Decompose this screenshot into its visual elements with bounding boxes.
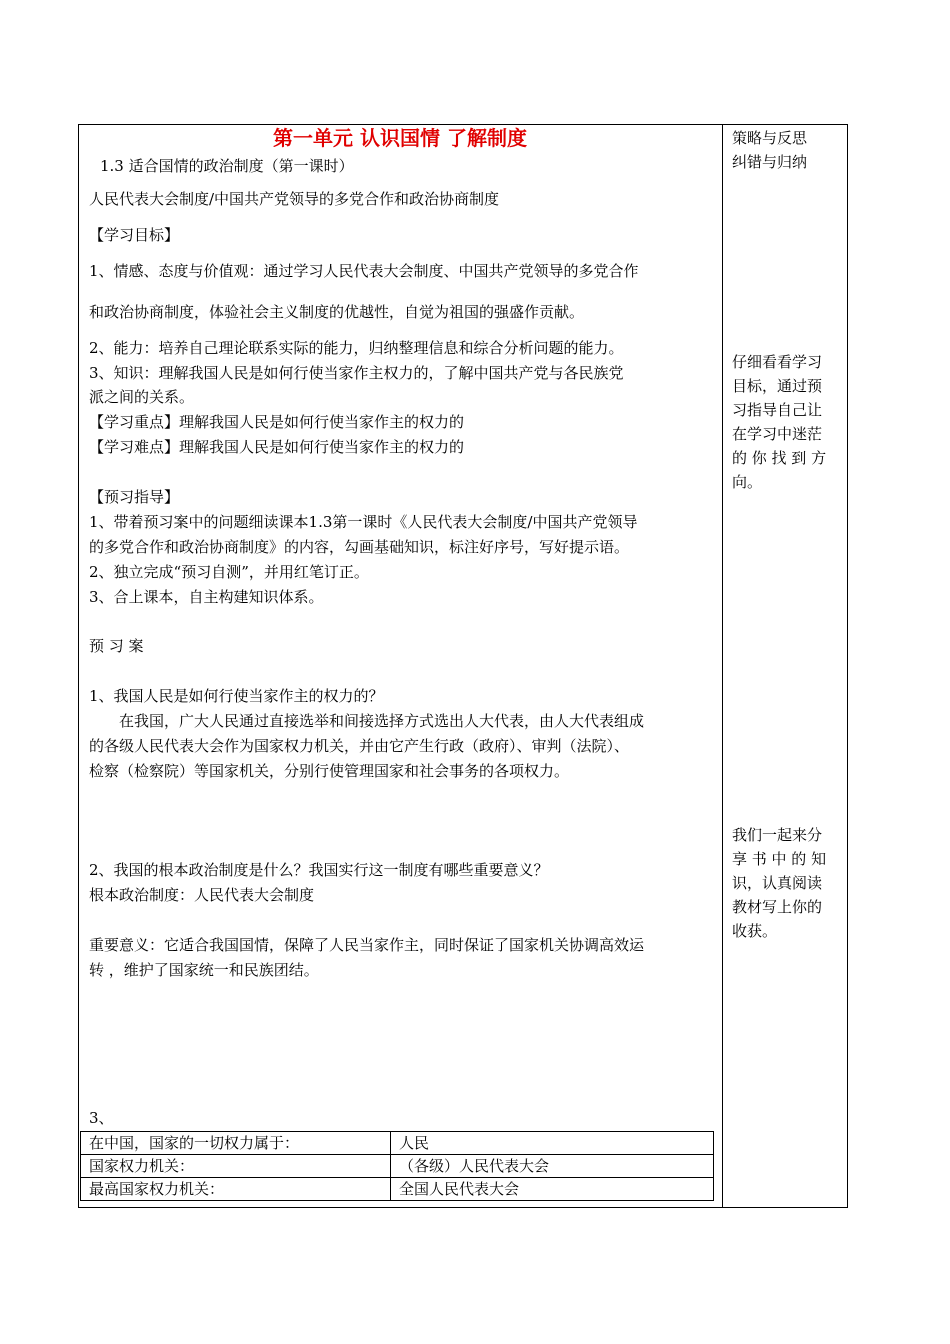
guide-1-line-1: 1、带着预习案中的问题细读课本1.3第一课时《人民代表大会制度/中国共产党领导 — [89, 513, 638, 531]
table-row — [81, 1155, 714, 1178]
side-note-line: 识，认真阅读 — [732, 874, 823, 892]
table-cell: 最高国家权力机关： — [81, 1178, 391, 1201]
goal-1-line-2: 和政治协商制度，体验社会主义制度的优越性，自觉为祖国的强盛作贡献。 — [89, 303, 585, 321]
side-note-line: 目标，通过预 — [732, 377, 823, 395]
question-3: 3、 — [89, 1109, 114, 1127]
question-2: 2、我国的根本政治制度是什么？我国实行这一制度有哪些重要意义？ — [89, 861, 549, 879]
page-frame — [78, 124, 848, 1208]
side-note-line: 我们一起来分 — [732, 826, 823, 844]
table-cell: 全国人民代表大会 — [391, 1178, 714, 1201]
unit-title: 第一单元 认识国情 了解制度 — [273, 126, 527, 150]
table-cell: （各级）人民代表大会 — [391, 1155, 714, 1178]
goal-3-line-1: 3、知识：理解我国人民是如何行使当家作主权力的，了解中国共产党与各民族党 — [89, 364, 624, 382]
goal-1-line-1: 1、情感、态度与价值观：通过学习人民代表大会制度、中国共产党领导的多党合作 — [89, 262, 639, 280]
guide-2: 2、独立完成“预习自测”，并用红笔订正。 — [89, 563, 369, 581]
table-cell: 国家权力机关： — [81, 1155, 391, 1178]
side-note-1 — [732, 350, 840, 494]
side-header-line-1: 策略与反思 — [732, 129, 808, 147]
table-cell: 在中国，国家的一切权力属于： — [81, 1132, 391, 1155]
answer-2-system: 根本政治制度：人民代表大会制度 — [89, 886, 315, 904]
side-note-line: 收获。 — [732, 922, 778, 940]
side-header-line-2: 纠错与归纳 — [732, 153, 808, 171]
side-note-line: 在学习中迷茫 — [732, 425, 823, 443]
side-note-line: 享 书 中 的 知 — [732, 850, 827, 868]
answer-1-line-1: 在我国，广大人民通过直接选举和间接选择方式选出人大代表，由人大代表组成 — [119, 712, 645, 730]
guide-3: 3、合上课本，自主构建知识体系。 — [89, 588, 324, 606]
difficulty-point: 【学习难点】理解我国人民是如何行使当家作主的权力的 — [89, 438, 465, 456]
lesson-subtitle: 1.3 适合国情的政治制度（第一课时） — [100, 157, 354, 175]
table-cell: 人民 — [391, 1132, 714, 1155]
side-note-line: 的 你 找 到 方 — [732, 449, 827, 467]
side-note-line: 仔细看看学习 — [732, 353, 823, 371]
table-row — [81, 1178, 714, 1201]
table-row — [81, 1132, 714, 1155]
goal-2: 2、能力：培养自己理论联系实际的能力，归纳整理信息和综合分析问题的能力。 — [89, 339, 624, 357]
goal-3-line-2: 派之间的关系。 — [89, 388, 195, 406]
guide-heading: 【预习指导】 — [89, 488, 180, 506]
side-note-line: 教材写上你的 — [732, 898, 823, 916]
column-divider — [722, 124, 723, 1208]
side-note-2 — [732, 823, 840, 943]
lesson-topic: 人民代表大会制度/中国共产党领导的多党合作和政治协商制度 — [89, 190, 500, 208]
guide-1-line-2: 的多党合作和政治协商制度》的内容，勾画基础知识，标注好序号，写好提示语。 — [89, 538, 630, 556]
preview-heading: 预 习 案 — [89, 637, 144, 655]
key-point: 【学习重点】理解我国人民是如何行使当家作主的权力的 — [89, 413, 465, 431]
answer-1-line-3: 检察（检察院）等国家机关，分别行使管理国家和社会事务的各项权力。 — [89, 762, 570, 780]
side-note-line: 习指导自己让 — [732, 401, 823, 419]
goals-heading: 【学习目标】 — [89, 226, 180, 244]
power-table — [80, 1131, 714, 1201]
answer-1-line-2: 的各级人民代表大会作为国家权力机关，并由它产生行政（政府）、审判（法院）、 — [89, 737, 630, 755]
answer-2-meaning-line-1: 重要意义：它适合我国国情，保障了人民当家作主，同时保证了国家机关协调高效运 — [89, 936, 645, 954]
question-1: 1、我国人民是如何行使当家作主的权力的？ — [89, 687, 384, 705]
answer-2-meaning-line-2: 转 ，维护了国家统一和民族团结。 — [89, 961, 319, 979]
side-note-line: 向。 — [732, 473, 763, 491]
